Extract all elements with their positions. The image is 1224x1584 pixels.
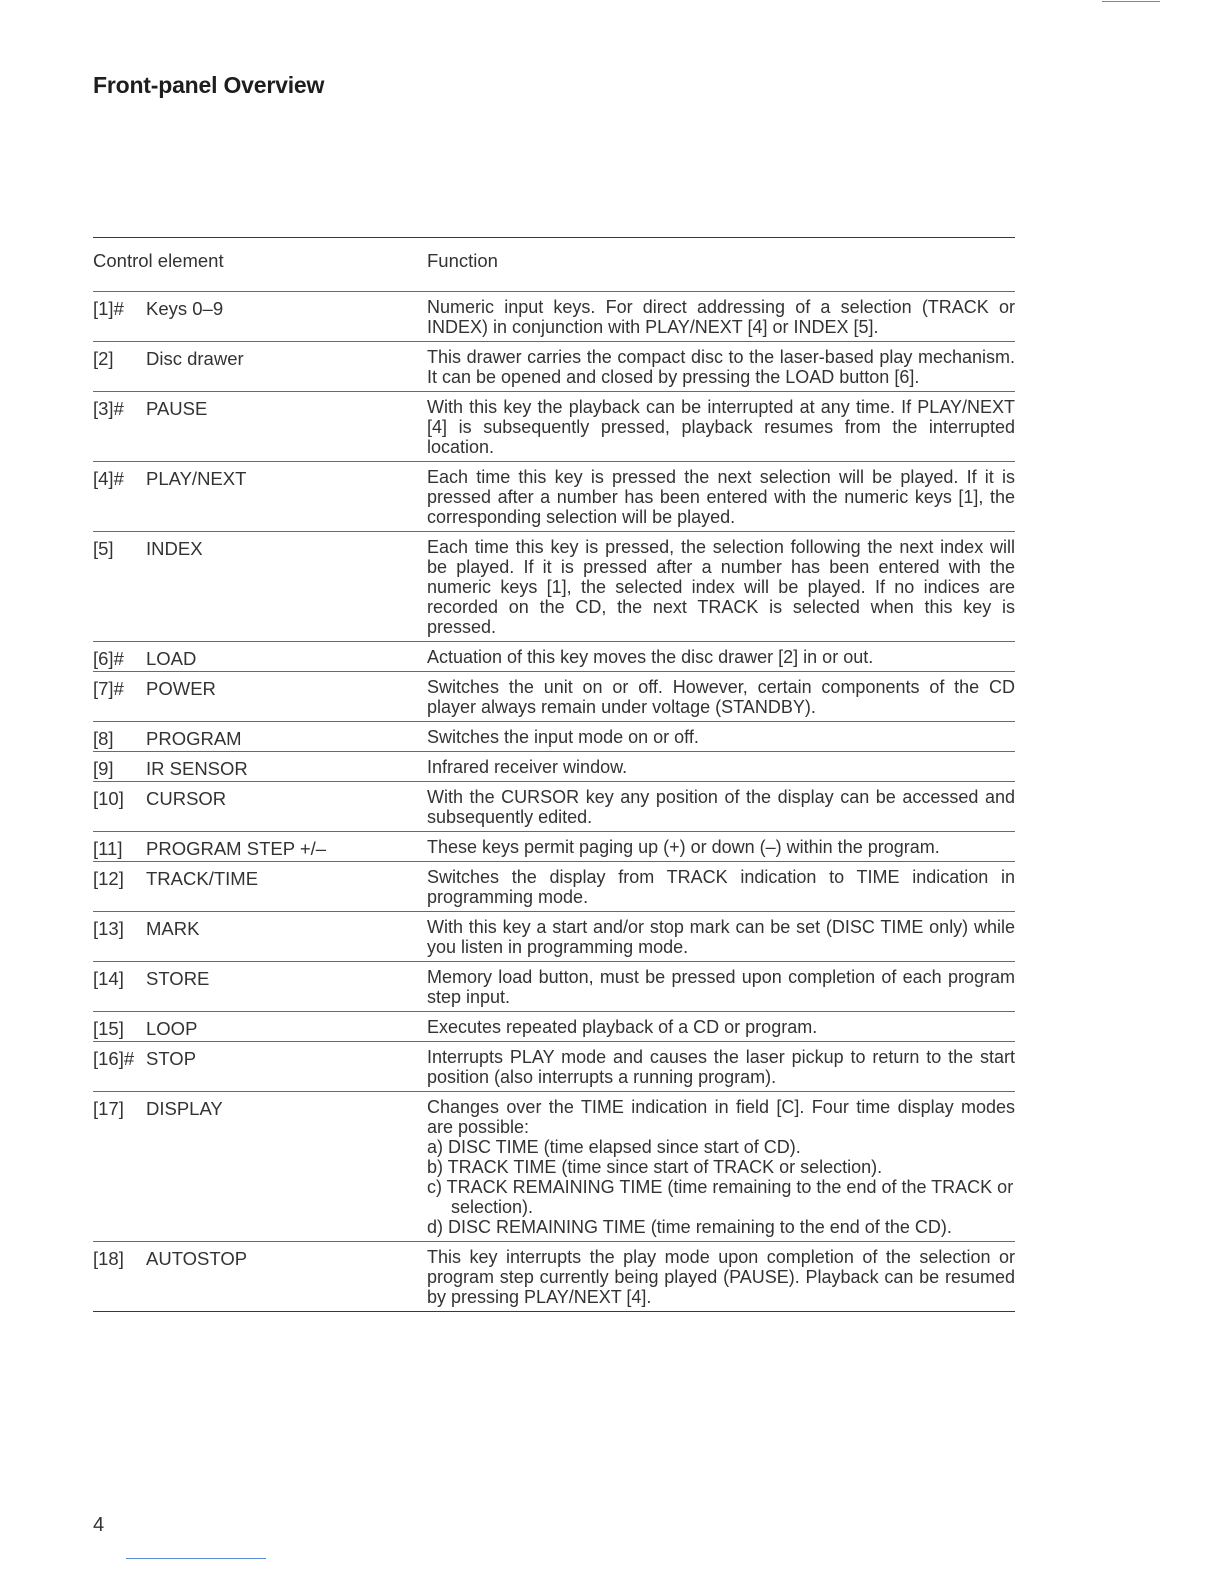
table-row bbox=[93, 342, 1015, 392]
function-description: Changes over the TIME indication in field [C]. Four time display modes are possible: bbox=[427, 1097, 1015, 1137]
row-number: [5] bbox=[93, 538, 114, 559]
row-number: [9] bbox=[93, 758, 114, 779]
list-item: b) TRACK TIME (time since start of TRACK or selection). bbox=[427, 1157, 883, 1177]
display-mode-list bbox=[427, 1137, 1015, 1237]
list-item: a) DISC TIME (time elapsed since start of CD). bbox=[427, 1137, 801, 1157]
row-number: [13] bbox=[93, 918, 124, 939]
row-number: [18] bbox=[93, 1248, 124, 1269]
table-row bbox=[93, 392, 1015, 462]
function-description: This drawer carries the compact disc to the laser-based play mechanism. It can be opened and closed by pressing the LOAD button [6]. bbox=[427, 347, 1015, 387]
table-row bbox=[93, 912, 1015, 962]
control-name: Disc drawer bbox=[146, 348, 244, 369]
table-row bbox=[93, 1242, 1015, 1312]
row-number: [12] bbox=[93, 868, 124, 889]
function-description: Each time this key is pressed the next selection will be played. If it is pressed after a number has been entered with the numeric keys [1], the corresponding selection will be played. bbox=[427, 467, 1015, 527]
table-row bbox=[93, 292, 1015, 342]
control-name: PLAY/NEXT bbox=[146, 468, 247, 489]
table-row bbox=[93, 782, 1015, 832]
function-description: Switches the display from TRACK indication to TIME indication in programming mode. bbox=[427, 867, 1015, 907]
row-number: [14] bbox=[93, 968, 124, 989]
table-row bbox=[93, 642, 1015, 672]
table-row bbox=[93, 1012, 1015, 1042]
control-table bbox=[93, 237, 1015, 1312]
row-number: [6]# bbox=[93, 648, 124, 669]
row-number: [8] bbox=[93, 728, 114, 749]
row-number: [3]# bbox=[93, 398, 124, 419]
list-item: d) DISC REMAINING TIME (time remaining to the end of the CD). bbox=[427, 1217, 952, 1237]
top-edge-mark bbox=[1102, 1, 1160, 2]
row-number: [17] bbox=[93, 1098, 124, 1119]
table-row bbox=[93, 862, 1015, 912]
control-name: STORE bbox=[146, 968, 210, 989]
list-item: c) TRACK REMAINING TIME (time remaining to the end of the TRACK or selection). bbox=[427, 1177, 1014, 1217]
row-number: [10] bbox=[93, 788, 124, 809]
table-row bbox=[93, 1042, 1015, 1092]
table-row bbox=[93, 722, 1015, 752]
function-description: Numeric input keys. For direct addressing of a selection (TRACK or INDEX) in conjunction with PLAY/NEXT [4] or INDEX [5]. bbox=[427, 297, 1015, 337]
row-number: [15] bbox=[93, 1018, 124, 1039]
function-description: This key interrupts the play mode upon completion of the selection or program step currently being played (PAUSE). Playback can be resumed by pressing PLAY/NEXT [4]. bbox=[427, 1247, 1015, 1307]
function-description: Memory load button, must be pressed upon completion of each program step input. bbox=[427, 967, 1015, 1007]
control-name: DISPLAY bbox=[146, 1098, 223, 1119]
control-name: PROGRAM STEP +/– bbox=[146, 838, 327, 859]
table-row bbox=[93, 462, 1015, 532]
control-name: LOOP bbox=[146, 1018, 198, 1039]
row-number: [11] bbox=[93, 838, 123, 859]
control-name: STOP bbox=[146, 1048, 197, 1069]
function-description: With this key a start and/or stop mark can be set (DISC TIME only) while you listen in programming mode. bbox=[427, 917, 1015, 957]
row-number: [2] bbox=[93, 348, 114, 369]
row-number: [4]# bbox=[93, 468, 124, 489]
control-name: POWER bbox=[146, 678, 216, 699]
control-name: PROGRAM bbox=[146, 728, 242, 749]
function-description: Actuation of this key moves the disc drawer [2] in or out. bbox=[427, 647, 874, 667]
control-name: IR SENSOR bbox=[146, 758, 248, 779]
table-header bbox=[93, 238, 1015, 292]
function-description: With the CURSOR key any position of the display can be accessed and subsequently edited. bbox=[427, 787, 1015, 827]
bottom-edge-mark bbox=[126, 1558, 266, 1559]
function-description: Switches the input mode on or off. bbox=[427, 727, 699, 747]
function-description: With this key the playback can be interrupted at any time. If PLAY/NEXT [4] is subsequently pressed, playback resumes from the interrupted location. bbox=[427, 397, 1015, 457]
header-control-element: Control element bbox=[93, 250, 224, 271]
control-name: PAUSE bbox=[146, 398, 208, 419]
table-row bbox=[93, 752, 1015, 782]
control-name: INDEX bbox=[146, 538, 203, 559]
row-number: [7]# bbox=[93, 678, 124, 699]
table-row bbox=[93, 962, 1015, 1012]
function-description: Switches the unit on or off. However, certain components of the CD player always remain under voltage (STANDBY). bbox=[427, 677, 1015, 717]
function-description: Executes repeated playback of a CD or program. bbox=[427, 1017, 818, 1037]
control-name: AUTOSTOP bbox=[146, 1248, 248, 1269]
control-name: Keys 0–9 bbox=[146, 298, 224, 319]
function-description: These keys permit paging up (+) or down (–) within the program. bbox=[427, 837, 940, 857]
table-row bbox=[93, 672, 1015, 722]
page-number: 4 bbox=[93, 1514, 105, 1536]
table-row bbox=[93, 532, 1015, 642]
function-description: Each time this key is pressed, the selection following the next index will be played. If it is pressed after a number has been entered with the numeric keys [1], the selected index will be played. If no indices are recorded on the CD, the next TRACK is selected when this key is pressed. bbox=[427, 537, 1015, 637]
table-row bbox=[93, 1092, 1015, 1242]
function-description: Infrared receiver window. bbox=[427, 757, 628, 777]
control-name: TRACK/TIME bbox=[146, 868, 259, 889]
row-number: [1]# bbox=[93, 298, 124, 319]
row-number: [16]# bbox=[93, 1048, 135, 1069]
control-name: CURSOR bbox=[146, 788, 227, 809]
table-row bbox=[93, 832, 1015, 862]
function-description: Interrupts PLAY mode and causes the laser pickup to return to the start position (also interrupts a running program). bbox=[427, 1047, 1015, 1087]
control-name: LOAD bbox=[146, 648, 197, 669]
page-title: Front-panel Overview bbox=[93, 72, 325, 98]
header-function: Function bbox=[427, 250, 498, 271]
control-name: MARK bbox=[146, 918, 200, 939]
